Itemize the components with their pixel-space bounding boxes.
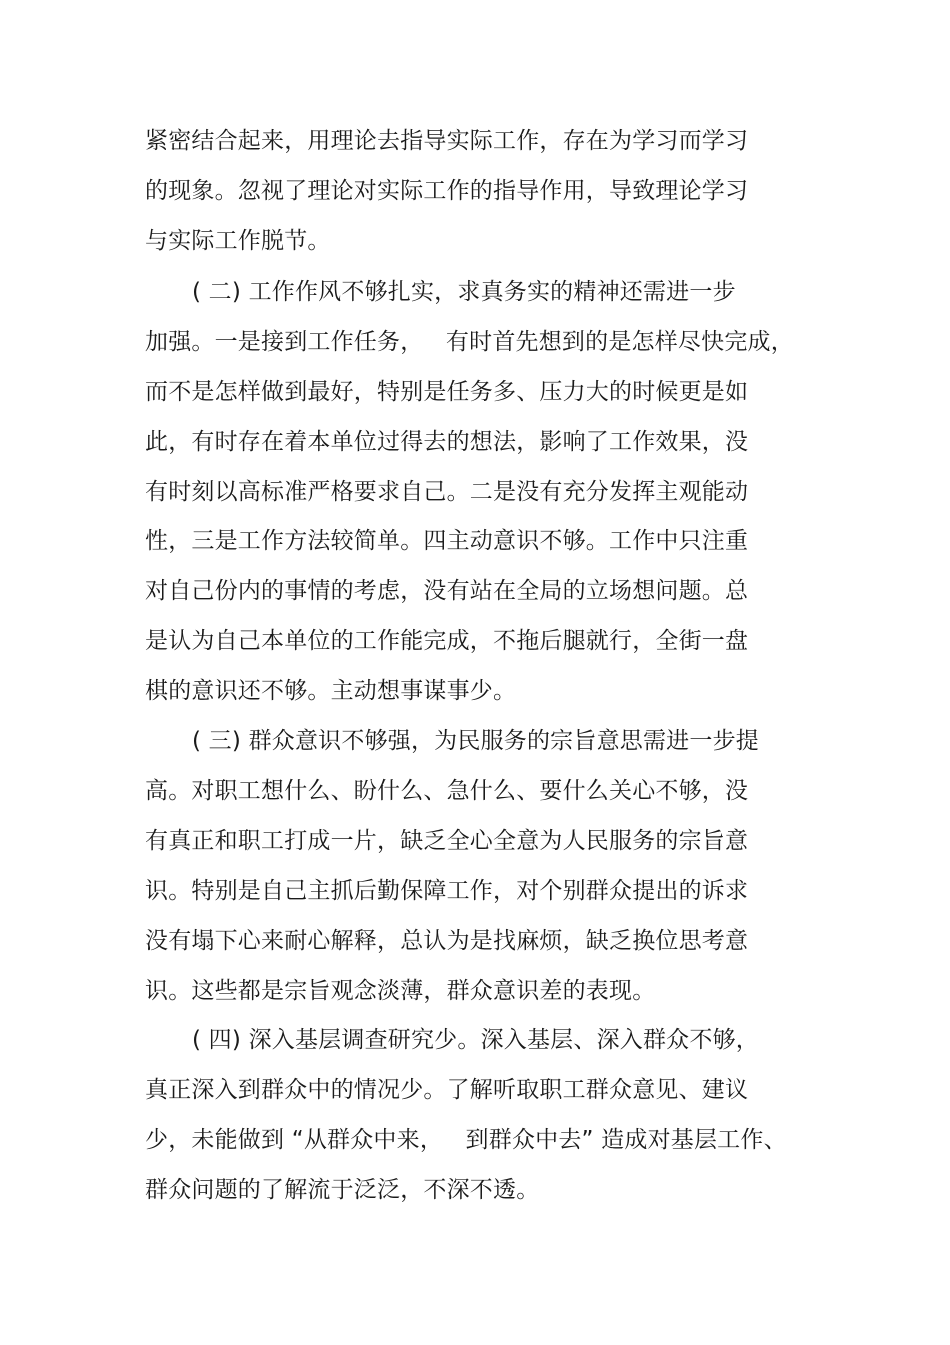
text-line: 高。对职工想什么、盼什么、急什么、要什么关心不够，没 — [145, 778, 749, 804]
text-line: 与实际工作脱节。 — [145, 228, 331, 254]
text-line: 少，未能做到 “从群众中来， 到群众中去” 造成对基层工作、 — [145, 1127, 787, 1153]
text-line: 有真正和职工打成一片，缺乏全心全意为人民服务的宗旨意 — [145, 828, 749, 854]
text-line: 加强。一是接到工作任务， 有时首先想到的是怎样尽快完成， — [145, 329, 794, 355]
text-line: 性，三是工作方法较简单。四主动意识不够。工作中只注重 — [145, 528, 749, 554]
text-line: 群众问题的了解流于泛泛，不深不透。 — [145, 1177, 540, 1203]
text-line: 此，有时存在着本单位过得去的想法，影响了工作效果，没 — [145, 429, 749, 455]
text-line: 没有塌下心来耐心解释，总认为是找麻烦，缺乏换位思考意 — [145, 928, 749, 954]
section-heading-3: ( 三) 群众意识不够强，为民服务的宗旨意思需进一步提 — [192, 728, 759, 754]
section-heading-4: ( 四) 深入基层调查研究少。深入基层、深入群众不够， — [192, 1027, 759, 1053]
text-line: 识。特别是自己主抓后勤保障工作，对个别群众提出的诉求 — [145, 878, 749, 904]
text-line: 识。这些都是宗旨观念淡薄，群众意识差的表现。 — [145, 978, 656, 1004]
text-line: 真正深入到群众中的情况少。了解听取职工群众意见、建议 — [145, 1077, 749, 1103]
text-line: 紧密结合起来，用理论去指导实际工作，存在为学习而学习 — [145, 128, 749, 154]
text-line: 是认为自己本单位的工作能完成，不拖后腿就行，全街一盘 — [145, 628, 749, 654]
section-heading-2: ( 二) 工作作风不够扎实，求真务实的精神还需进一步 — [192, 279, 736, 305]
text-line: 对自己份内的事情的考虑，没有站在全局的立场想问题。总 — [145, 578, 749, 604]
text-line: 而不是怎样做到最好，特别是任务多、压力大的时候更是如 — [145, 379, 749, 405]
text-line: 有时刻以高标准严格要求自己。二是没有充分发挥主观能动 — [145, 479, 749, 505]
text-line: 棋的意识还不够。主动想事谋事少。 — [145, 678, 517, 704]
text-line: 的现象。忽视了理论对实际工作的指导作用，导致理论学习 — [145, 178, 749, 204]
